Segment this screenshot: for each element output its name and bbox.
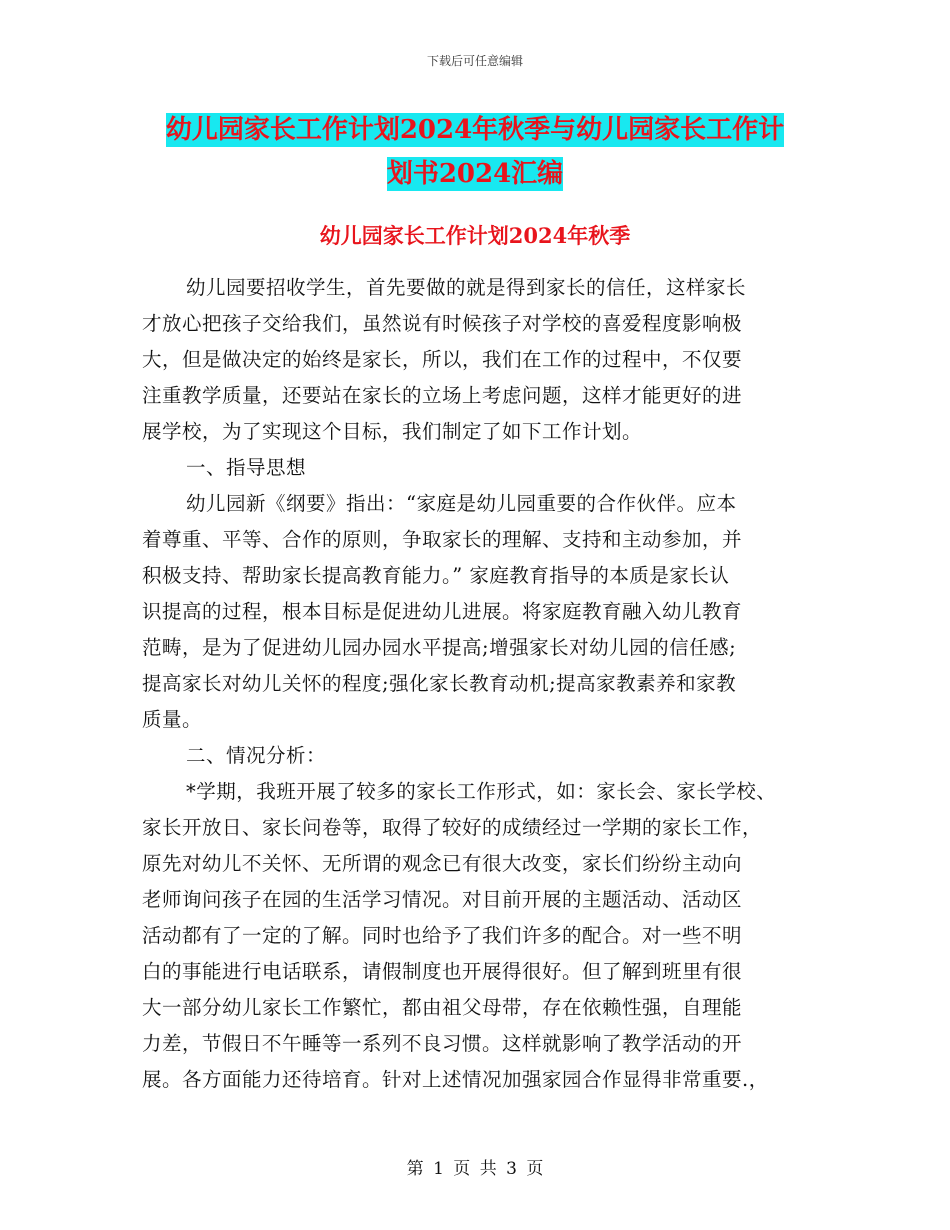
paragraph-line: 识提高的过程，根本目标是促进幼儿进展。将家庭教育融入幼儿教育 [142,600,743,623]
paragraph-line: 积极支持、帮助家长提高教育能力。” 家庭教育指导的本质是家长认 [142,564,730,587]
document-title-line-1: 幼儿园家长工作计划2024年秋季与幼儿园家长工作计 [165,115,785,145]
section-heading-situation-analysis: 二、情况分析： [186,744,327,767]
paragraph-line: 才放心把孩子交给我们，虽然说有时候孩子对学校的喜爱程度影响极 [142,312,743,335]
paragraph-line: *学期，我班开展了较多的家长工作形式，如：家长会、家长学校、 [186,780,777,803]
document-title [0,108,950,196]
section-title: 幼儿园家长工作计划2024年秋季 [319,223,631,248]
paragraph-line: 力差，节假日不午睡等一系列不良习惯。这样就影响了教学活动的开 [142,1032,743,1055]
header-note: 下载后可任意编辑 [426,54,523,68]
paragraph-line: 原先对幼儿不关怀、无所谓的观念已有很大改变，家长们纷纷主动向 [142,852,743,875]
paragraph-line: 大一部分幼儿家长工作繁忙，都由祖父母带，存在依赖性强，自理能 [142,996,743,1019]
paragraph-line: 白的事能进行电话联系，请假制度也开展得很好。但了解到班里有很 [142,960,743,983]
paragraph-line: 大，但是做决定的始终是家长，所以，我们在工作的过程中，不仅要 [142,348,743,371]
paragraph-line: 展学校，为了实现这个目标，我们制定了如下工作计划。 [142,420,643,443]
paragraph-line: 质量。 [142,708,203,731]
section-heading-guiding-thought: 一、指导思想 [186,456,307,479]
document-body [142,270,822,1098]
paragraph-line: 展。各方面能力还待培育。针对上述情况加强家园合作显得非常重要.， [142,1068,769,1091]
paragraph-line: 幼儿园新《纲要》指出：“家庭是幼儿园重要的合作伙伴。应本 [186,492,737,515]
paragraph-line: 家长开放日、家长问卷等，取得了较好的成绩经过一学期的家长工作， [142,816,763,839]
paragraph-line: 注重教学质量，还要站在家长的立场上考虑问题，这样才能更好的进 [142,384,743,407]
document-title-line-2: 划书2024汇编 [386,159,564,189]
paragraph-line: 着尊重、平等、合作的原则，争取家长的理解、支持和主动参加，并 [142,528,743,551]
paragraph-line: 提高家长对幼儿关怀的程度;强化家长教育动机;提高家教素养和家教 [142,672,737,695]
paragraph-line: 活动都有了一定的了解。同时也给予了我们许多的配合。对一些不明 [142,924,743,947]
paragraph-line: 范畴，是为了促进幼儿园办园水平提高;增强家长对幼儿园的信任感; [142,636,737,659]
paragraph-line: 老师询问孩子在园的生活学习情况。对目前开展的主题活动、活动区 [142,888,743,911]
page-footer: 第 1 页 共 3 页 [406,1159,544,1179]
paragraph-line: 幼儿园要招收学生，首先要做的就是得到家长的信任，这样家长 [186,276,747,299]
